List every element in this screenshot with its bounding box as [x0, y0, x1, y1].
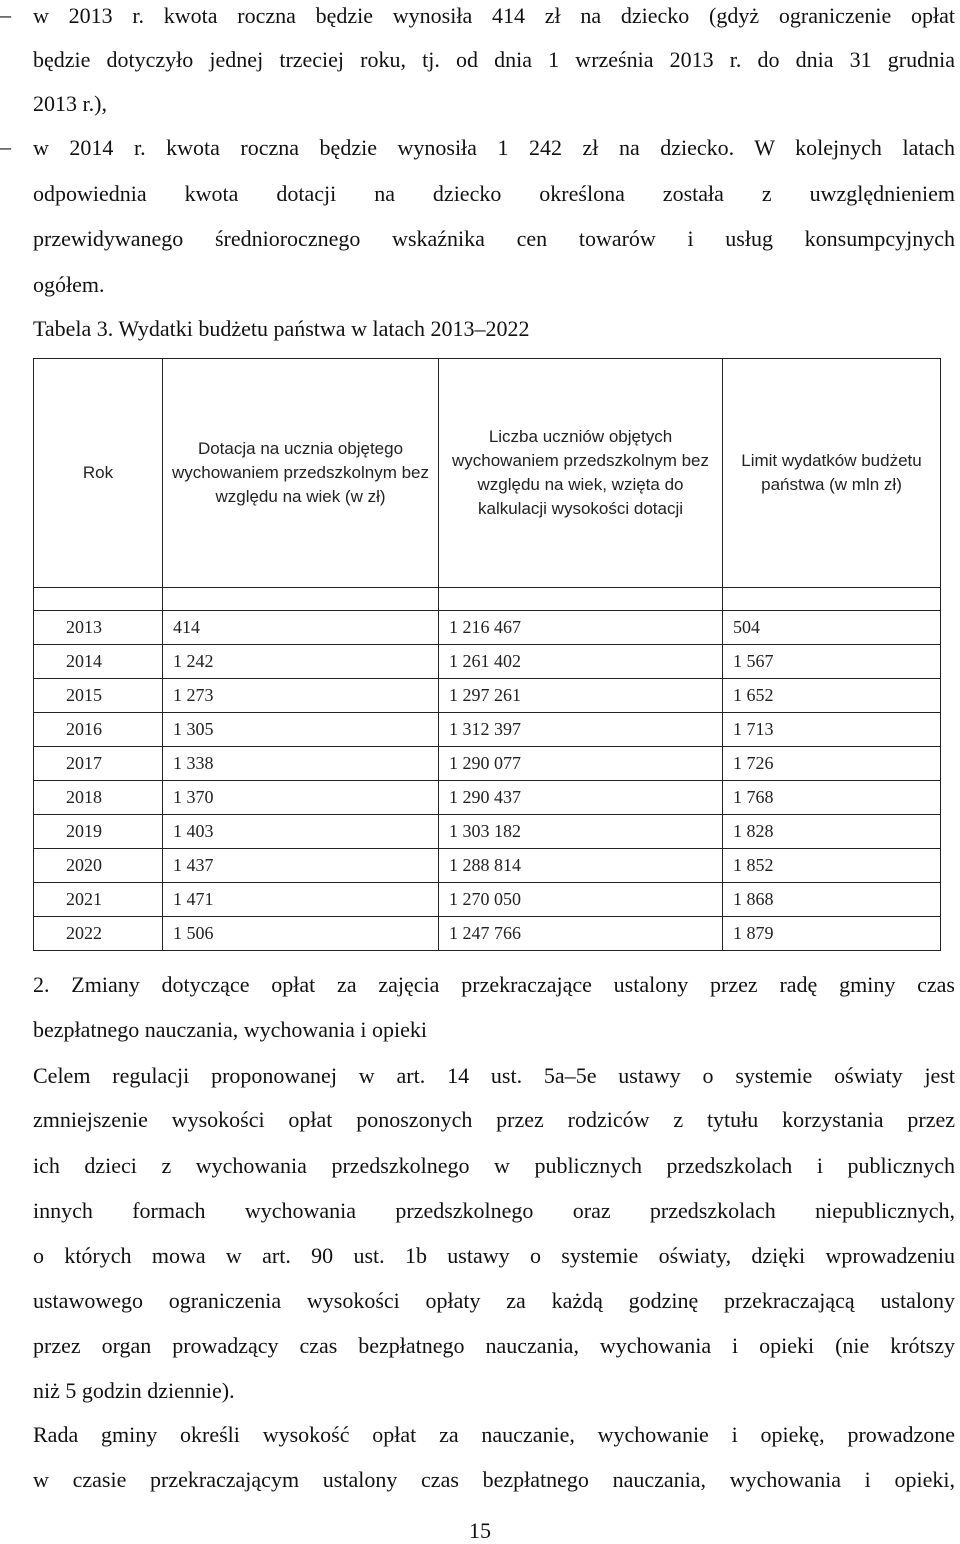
cell-pupils: 1 216 467 — [439, 611, 723, 645]
paragraph-2-line: w czasie przekraczającym ustalony czas bezpłatnego nauczania, wychowania i opieki, — [33, 1467, 955, 1492]
table-row — [34, 781, 941, 815]
bullet-1-line-3: 2013 r.), — [33, 91, 107, 116]
header-pupils: Liczba uczniów objętych wychowaniem przedszkolnym bez względu na wiek, wzięta do kalkulacji wysokości dotacji — [439, 359, 723, 588]
cell-subsidy: 1 242 — [163, 645, 439, 679]
table-spacer-row — [34, 588, 941, 611]
cell-subsidy: 1 471 — [163, 883, 439, 917]
table-caption: Tabela 3. Wydatki budżetu państwa w latach 2013–2022 — [33, 316, 530, 341]
cell-pupils: 1 288 814 — [439, 849, 723, 883]
page-number: 15 — [469, 1518, 491, 1543]
header-year: Rok — [34, 359, 163, 588]
cell-limit: 1 726 — [723, 747, 941, 781]
bullet-dash: – — [0, 2, 11, 27]
cell-pupils: 1 297 261 — [439, 679, 723, 713]
cell-subsidy: 1 273 — [163, 679, 439, 713]
cell-year: 2014 — [34, 645, 163, 679]
bullet-1-line-1: w 2013 r. kwota roczna będzie wynosiła 414 zł na dziecko (gdyż ograniczenie opłat — [33, 3, 955, 28]
paragraph-1-line: zmniejszenie wysokości opłat ponoszonych przez rodziców z tytułu korzystania przez — [33, 1107, 955, 1132]
cell-subsidy: 1 305 — [163, 713, 439, 747]
section-heading-line-2: bezpłatnego nauczania, wychowania i opieki — [33, 1017, 428, 1042]
cell-subsidy: 414 — [163, 611, 439, 645]
table-row — [34, 883, 941, 917]
cell-year: 2022 — [34, 917, 163, 951]
table-row — [34, 917, 941, 951]
cell-subsidy: 1 338 — [163, 747, 439, 781]
paragraph-1-line: ich dzieci z wychowania przedszkolnego w publicznych przedszkolach i publicznych — [33, 1153, 955, 1178]
paragraph-1-line: innych formach wychowania przedszkolnego oraz przedszkolach niepublicznych, — [33, 1198, 955, 1223]
cell-limit: 1 879 — [723, 917, 941, 951]
budget-table — [33, 358, 941, 951]
paragraph-1-line: przez organ prowadzący czas bezpłatnego nauczania, wychowania i opieki (nie krótszy — [33, 1333, 955, 1358]
cell-pupils: 1 290 437 — [439, 781, 723, 815]
cell-limit: 1 768 — [723, 781, 941, 815]
paragraph-1-line: niż 5 godzin dziennie). — [33, 1378, 235, 1403]
header-subsidy: Dotacja na ucznia objętego wychowaniem przedszkolnym bez względu na wiek (w zł) — [163, 359, 439, 588]
cell-limit: 1 652 — [723, 679, 941, 713]
table-row — [34, 611, 941, 645]
cell-subsidy: 1 370 — [163, 781, 439, 815]
table-row — [34, 815, 941, 849]
paragraph-1-line: Celem regulacji proponowanej w art. 14 ust. 5a–5e ustawy o systemie oświaty jest — [33, 1063, 955, 1088]
cell-pupils: 1 270 050 — [439, 883, 723, 917]
bullet-1-line-2: będzie dotyczyło jednej trzeciej roku, tj. od dnia 1 września 2013 r. do dnia 31 grudnia — [33, 47, 955, 72]
cell-limit: 1 852 — [723, 849, 941, 883]
table-header-row — [34, 359, 941, 588]
bullet-2-line-2: odpowiednia kwota dotacji na dziecko określona została z uwzględnieniem — [33, 181, 955, 206]
cell-pupils: 1 312 397 — [439, 713, 723, 747]
cell-limit: 504 — [723, 611, 941, 645]
cell-subsidy: 1 403 — [163, 815, 439, 849]
cell-year: 2013 — [34, 611, 163, 645]
cell-year: 2015 — [34, 679, 163, 713]
table-row — [34, 849, 941, 883]
cell-pupils: 1 247 766 — [439, 917, 723, 951]
bullet-2-line-4: ogółem. — [33, 272, 105, 297]
bullet-2-line-1: w 2014 r. kwota roczna będzie wynosiła 1 242 zł na dziecko. W kolejnych latach — [33, 135, 955, 160]
cell-subsidy: 1 506 — [163, 917, 439, 951]
cell-limit: 1 828 — [723, 815, 941, 849]
cell-year: 2017 — [34, 747, 163, 781]
paragraph-1-line: o których mowa w art. 90 ust. 1b ustawy o systemie oświaty, dzięki wprowadzeniu — [33, 1243, 955, 1268]
bullet-dash: – — [0, 134, 11, 159]
cell-limit: 1 567 — [723, 645, 941, 679]
header-limit: Limit wydatków budżetu państwa (w mln zł) — [723, 359, 941, 588]
cell-pupils: 1 290 077 — [439, 747, 723, 781]
cell-limit: 1 868 — [723, 883, 941, 917]
table-row — [34, 747, 941, 781]
paragraph-1-line: ustawowego ograniczenia wysokości opłaty za każdą godzinę przekraczającą ustalony — [33, 1288, 955, 1313]
cell-year: 2020 — [34, 849, 163, 883]
cell-subsidy: 1 437 — [163, 849, 439, 883]
cell-year: 2021 — [34, 883, 163, 917]
table-row — [34, 679, 941, 713]
cell-year: 2018 — [34, 781, 163, 815]
cell-year: 2016 — [34, 713, 163, 747]
cell-year: 2019 — [34, 815, 163, 849]
table-row — [34, 645, 941, 679]
cell-pupils: 1 303 182 — [439, 815, 723, 849]
section-heading-line-1: 2. Zmiany dotyczące opłat za zajęcia przekraczające ustalony przez radę gminy czas — [33, 972, 955, 997]
paragraph-2-line: Rada gminy określi wysokość opłat za nauczanie, wychowanie i opiekę, prowadzone — [33, 1422, 955, 1447]
cell-pupils: 1 261 402 — [439, 645, 723, 679]
table-row — [34, 713, 941, 747]
bullet-2-line-3: przewidywanego średniorocznego wskaźnika cen towarów i usług konsumpcyjnych — [33, 226, 955, 251]
cell-limit: 1 713 — [723, 713, 941, 747]
